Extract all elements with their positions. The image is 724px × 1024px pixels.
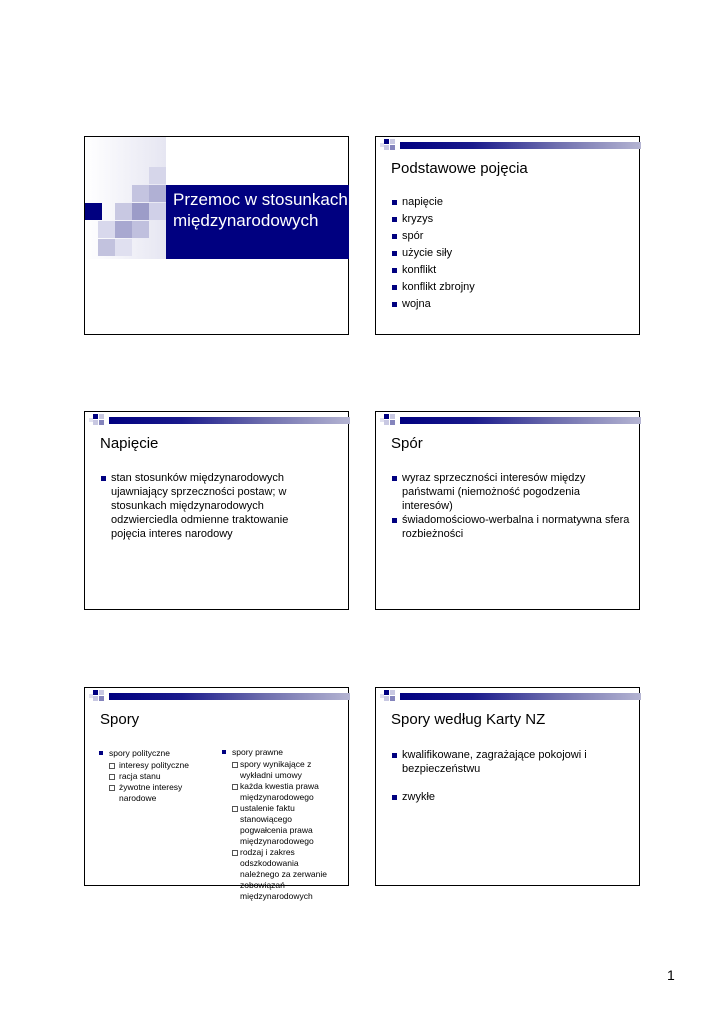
list-item: napięcie xyxy=(392,194,475,211)
list-item: kryzys xyxy=(392,211,475,228)
deco-square xyxy=(132,185,149,202)
deco-square xyxy=(85,203,102,220)
deco-square xyxy=(149,167,166,184)
bullet-list-legal xyxy=(222,747,337,902)
slide-spory xyxy=(84,687,349,901)
list-item: stan stosunków międzynarodowych ujawniający sprzeczności postaw; w stosunkach międzynarodowych odzwierciedla odmienne traktowanie pojęcia interes narodowy xyxy=(101,471,319,541)
slide-napiecie xyxy=(84,411,349,610)
sub-list-item: każda kwestia prawa międzynarodowego xyxy=(232,781,337,803)
sub-list-item: ustalenie faktu stanowiącego pogwałcenia prawa międzynarodowego xyxy=(232,803,337,847)
deco-square xyxy=(98,221,115,238)
slide-header-bar xyxy=(376,412,641,428)
slide-header-bar xyxy=(85,412,350,428)
sub-list xyxy=(109,760,214,804)
slide-spor xyxy=(375,411,640,610)
slide-title-text: Podstawowe pojęcia xyxy=(391,160,528,177)
bullet-list xyxy=(101,471,319,541)
sub-list-item: racja stanu xyxy=(109,771,214,782)
slide-title-text: Spory według Karty NZ xyxy=(391,711,546,728)
slide-title-text: Spory xyxy=(100,711,140,728)
list-item: wojna xyxy=(392,296,475,313)
sub-list xyxy=(232,759,337,902)
list-item: kwalifikowane, zagrażające pokojowi i bezpieczeństwu xyxy=(392,748,624,776)
slide-title-text: Spór xyxy=(391,435,423,452)
deco-square xyxy=(132,221,149,238)
slide-header-bar xyxy=(376,137,641,153)
bullet-list xyxy=(392,471,632,541)
list-item: spór xyxy=(392,228,475,245)
list-item: wyraz sprzeczności interesów między państwami (niemożność pogodzenia interesów) xyxy=(392,471,632,513)
sub-list-item: spory wynikające z wykładni umowy xyxy=(232,759,337,781)
slide-header-bar xyxy=(376,688,641,704)
slide-title-text: Napięcie xyxy=(100,435,159,452)
list-item: zwykłe xyxy=(392,790,624,804)
page-number: 1 xyxy=(667,967,675,983)
list-item-label: spory polityczne xyxy=(109,748,170,758)
slide-title xyxy=(84,136,349,335)
list-item xyxy=(99,748,214,804)
slide-header-bar xyxy=(85,688,350,704)
deco-square xyxy=(149,203,166,220)
list-item: świadomościowo-werbalna i normatywna sfera rozbieżności xyxy=(392,513,632,541)
slide-podstawowe-pojecia xyxy=(375,136,640,335)
deco-square xyxy=(132,203,149,220)
slide-title-text: Przemoc w stosunkach międzynarodowych xyxy=(173,190,348,230)
sub-list-item: rodzaj i zakres odszkodowania należnego za zerwanie zobowiązań międzynarodowych xyxy=(232,847,337,902)
bullet-list xyxy=(392,194,475,313)
sub-list-item: żywotne interesy narodowe xyxy=(109,782,214,804)
list-item xyxy=(222,747,337,902)
deco-square xyxy=(115,239,132,256)
list-item: konflikt xyxy=(392,262,475,279)
list-item-label: spory prawne xyxy=(232,747,284,757)
list-item: użycie siły xyxy=(392,245,475,262)
bullet-list xyxy=(392,748,624,804)
list-item: konflikt zbrojny xyxy=(392,279,475,296)
slide-spory-karta-nz xyxy=(375,687,640,886)
sub-list-item: interesy polityczne xyxy=(109,760,214,771)
deco-square xyxy=(115,221,132,238)
deco-square xyxy=(98,239,115,256)
deco-square xyxy=(115,203,132,220)
deco-square xyxy=(149,185,166,202)
bullet-list-political xyxy=(99,748,214,804)
